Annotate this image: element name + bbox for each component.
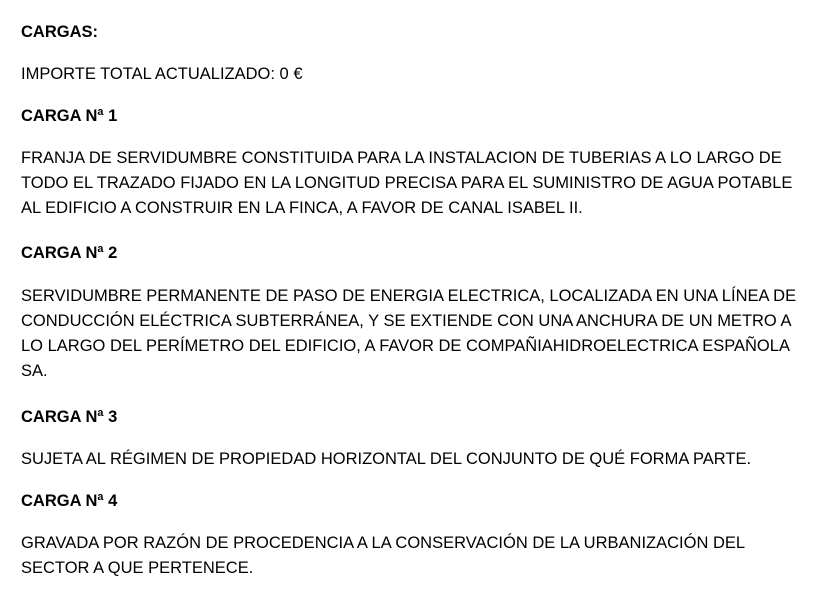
carga-1-line-1: FRANJA DE SERVIDUMBRE CONSTITUIDA PARA LA INSTALACION DE TUBERIAS A LO LARGO DE (21, 149, 782, 167)
cargas-heading: CARGAS: (21, 23, 98, 41)
carga-2-line-4: SA. (21, 362, 48, 380)
carga-3-line-1: SUJETA AL RÉGIMEN DE PROPIEDAD HORIZONTAL DEL CONJUNTO DE QUÉ FORMA PARTE. (21, 450, 752, 468)
carga-2-title: CARGA Nª 2 (21, 244, 118, 262)
carga-1-line-2: TODO EL TRAZADO FIJADO EN LA LONGITUD PRECISA PARA EL SUMINISTRO DE AGUA POTABLE (21, 174, 793, 192)
carga-1-title: CARGA Nª 1 (21, 107, 118, 125)
carga-2-line-2: CONDUCCIÓN ELÉCTRICA SUBTERRÁNEA, Y SE EXTIENDE CON UNA ANCHURA DE UN METRO A (21, 312, 792, 330)
carga-4-title: CARGA Nª 4 (21, 492, 118, 510)
carga-1-line-3: AL EDIFICIO A CONSTRUIR EN LA FINCA, A FAVOR DE CANAL ISABEL II. (21, 199, 583, 217)
carga-3-title: CARGA Nª 3 (21, 408, 118, 426)
carga-2-line-3: LO LARGO DEL PERÍMETRO DEL EDIFICIO, A FAVOR DE COMPAÑIAHIDROELECTRICA ESPAÑOLA (21, 337, 790, 355)
carga-4-line-2: SECTOR A QUE PERTENECE. (21, 559, 254, 577)
carga-4-line-1: GRAVADA POR RAZÓN DE PROCEDENCIA A LA CONSERVACIÓN DE LA URBANIZACIÓN DEL (21, 534, 746, 552)
importe-total: IMPORTE TOTAL ACTUALIZADO: 0 € (21, 65, 303, 83)
carga-2-line-1: SERVIDUMBRE PERMANENTE DE PASO DE ENERGIA ELECTRICA, LOCALIZADA EN UNA LÍNEA DE (21, 287, 797, 305)
